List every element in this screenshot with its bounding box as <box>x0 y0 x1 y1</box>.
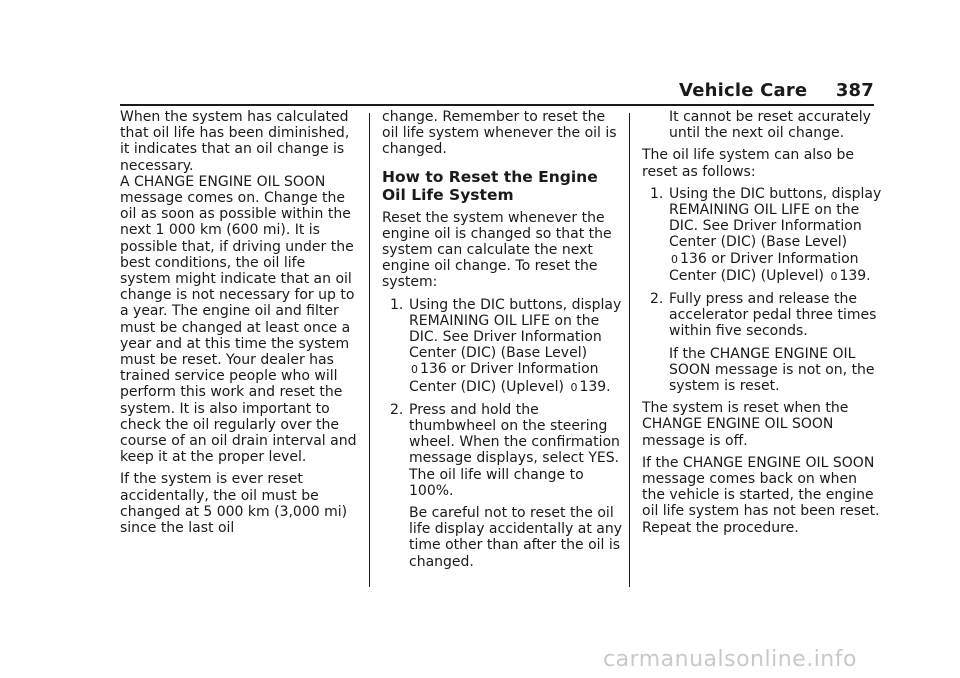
page-ref-link[interactable]: 139 <box>839 267 867 284</box>
step-number: 2. <box>390 401 404 418</box>
paragraph: The system is reset when the CHANGE ENGINE OIL SOON message is off. <box>642 400 849 449</box>
header-divider <box>120 104 874 106</box>
page-ref-link[interactable]: 136 <box>420 361 447 378</box>
step-text: or Driver Information Center (DIC) (Uplevel) <box>409 361 599 395</box>
page-header <box>679 80 874 101</box>
step-text: or Driver Information Center (DIC) (Uplevel) <box>669 250 859 284</box>
step-text: Press and hold the thumbwheel on the steering wheel. When the confirmation message displays, select YES. The oil life will change to 100%. <box>409 401 620 499</box>
column-3 <box>642 109 882 542</box>
paragraph: When the system has calculated that oil life has been diminished, it indicates that an oil change is necessary. <box>120 109 350 174</box>
step-number: 1. <box>390 296 404 313</box>
step-note: If the CHANGE ENGINE OIL SOON message is not on, the system is reset. <box>669 345 875 395</box>
page-ref-link[interactable]: 136 <box>680 250 707 267</box>
watermark: carmanualsonline.info <box>603 647 857 672</box>
step-number: 2. <box>650 291 664 308</box>
step-text: Using the DIC buttons, display REMAINING OIL LIFE on the DIC. See Driver Information Center (DIC) (Base Level) <box>669 185 882 251</box>
page-ref-icon: 0 <box>570 380 578 394</box>
page-ref-icon: 0 <box>411 363 418 377</box>
section-title: Vehicle Care <box>679 80 808 101</box>
paragraph: The oil life system can also be reset as follows: <box>642 147 854 180</box>
page-ref-link[interactable]: 139 <box>579 378 607 395</box>
step-number: 1. <box>650 185 664 202</box>
page-number: 387 <box>835 80 874 101</box>
page-ref-icon: 0 <box>830 269 838 283</box>
paragraph: If the system is ever reset accidentally, the oil must be changed at 5 000 km (3,000 mi) since the last oil <box>120 471 348 537</box>
section-heading: How to Reset the Engine Oil Life System <box>382 167 598 204</box>
step-text: Fully press and release the accelerator pedal three times within five seconds. <box>669 291 877 340</box>
column-divider-2 <box>629 113 630 587</box>
list-item <box>642 291 882 394</box>
list-item <box>382 402 622 570</box>
paragraph: change. Remember to reset the oil life system whenever the oil is changed. <box>382 109 617 158</box>
column-1 <box>120 109 360 542</box>
column-2 <box>382 109 622 576</box>
column-divider-1 <box>369 113 370 587</box>
list-item <box>642 186 882 285</box>
step-note-continued: It cannot be reset accurately until the next oil change. <box>669 109 871 142</box>
list-item <box>382 297 622 396</box>
paragraph: Reset the system whenever the engine oil is changed so that the system can calculate the next engine oil change. To reset the system: <box>382 209 612 291</box>
paragraph: A CHANGE ENGINE OIL SOON message comes on. Change the oil as soon as possible within the next 1 000 km (600 mi). It is possible that, if driving under the best conditions, the oil life system might indicate that an oil change is not necessary for up to a year. The engine oil and filter must be changed at least once a year and at this time the system must be reset. Your dealer has trained service people who will perform this work and reset the system. It is also important to check the oil regularly over the course of an oil drain interval and keep it at the proper level. <box>120 173 357 466</box>
step-text: Using the DIC buttons, display REMAINING OIL LIFE on the DIC. See Driver Information Center (DIC) (Base Level) <box>409 296 622 362</box>
punctuation: . <box>606 378 611 395</box>
punctuation: . <box>866 267 871 284</box>
step-note: Be careful not to reset the oil life display accidentally at any time other than after the oil is changed. <box>409 505 623 570</box>
steps-list <box>642 186 882 394</box>
page-ref-icon: 0 <box>671 252 678 266</box>
steps-list <box>382 297 622 570</box>
paragraph: If the CHANGE ENGINE OIL SOON message comes back on when the vehicle is started, the engine oil life system has not been reset. Repeat the procedure. <box>642 454 880 536</box>
